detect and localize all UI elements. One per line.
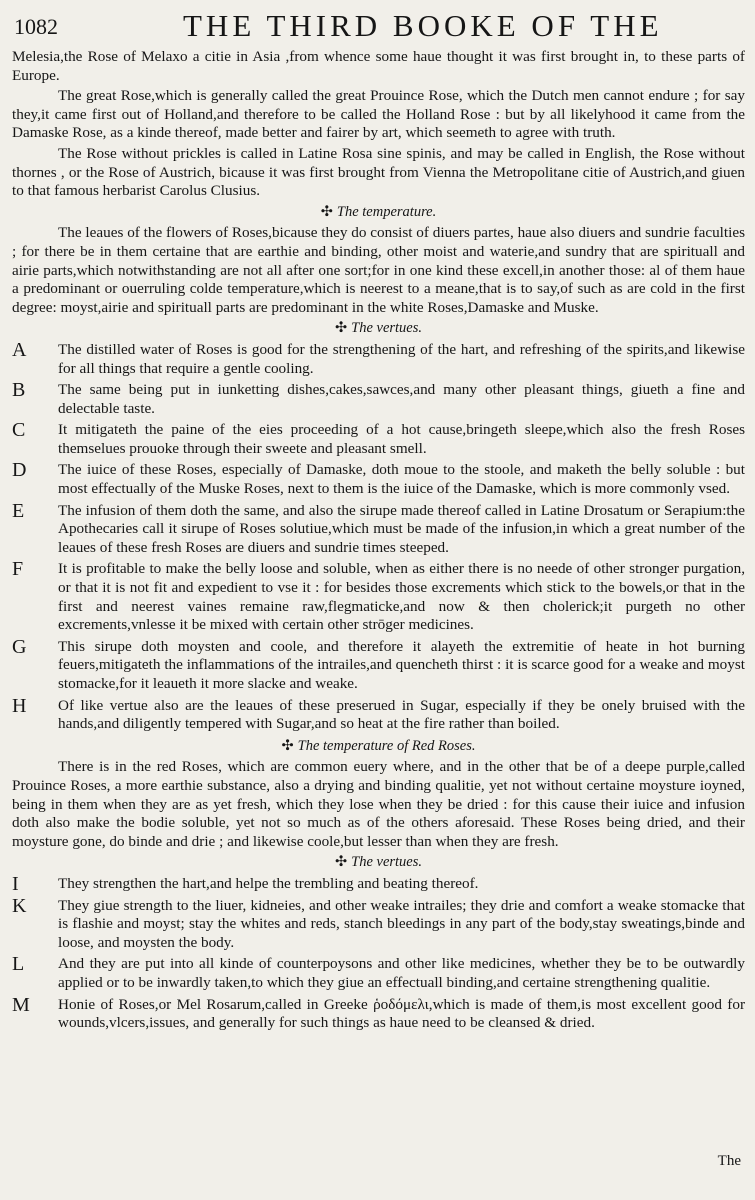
- vertue-item: [12, 694, 745, 734]
- item-letter: K: [12, 894, 27, 917]
- item-letter: A: [12, 338, 27, 361]
- vertue-item: [12, 499, 745, 558]
- item-text: This sirupe doth moysten and coole, and therefore it alayeth the extremitie of heate in hot burning feuers,mitigateth the inflammations of the intrailes,and quencheth thirst : it is scarce good for a weake and moyst stomacke,for it leaueth it more slacke and weake.: [58, 637, 745, 692]
- vertue-item: [12, 461, 745, 498]
- running-head: THE THIRD BOOKE OF THE: [183, 8, 663, 43]
- item-text: It is profitable to make the belly loose and soluble, when as either there is no neede of other stronger purgation, or that it is not fit and expedient to vse it : for besides those excrements which stick to the bowels,or that in the first and neerest vaines remaine raw,flegmaticke,and now & then cholerick;it purgeth no other excrements,vnlesse it be mixed with certain other strōger medicines.: [58, 560, 745, 634]
- paragraph: The Rose without prickles is called in Latine Rosa sine spinis, and may be called in English, the Rose without thornes , or the Rose of Austrich, bicause it was first brought from Vienna the Metropolitane citie of Austrich,and giuen to that famous herbarist Carolus Clusius.: [12, 144, 745, 200]
- vertue-item: [12, 338, 745, 378]
- item-text: The infusion of them doth the same, and also the sirupe made thereof called in Latine Drosatum or Serapium:the Apothecaries call it sirupe of Roses solutiue,which must be made of the infusion,in which a great number of the leaues of these fresh Roses are diuers and sundrie times steeped.: [58, 501, 745, 556]
- fleuron-icon: ✣: [334, 854, 348, 871]
- catchword: The: [717, 1153, 741, 1169]
- item-text: They giue strength to the liuer, kidneies, and other weake intrailes; they drie and comfort a weake stomacke that is flashie and moyst; stay the whites and reds, stanch bleedings in any part of the body,stay sweatings,binde and loose, and moysten the body.: [58, 896, 745, 951]
- item-letter: L: [12, 953, 25, 976]
- vertue-item: [12, 894, 745, 953]
- item-text: Of like vertue also are the leaues of these preserued in Sugar, especially if they be onely bruised with the hands,and diligently tempered with Sugar,and so heat at the fire rather than boiled.: [58, 696, 745, 733]
- item-letter: F: [12, 558, 24, 581]
- heading-text: The temperature of Red Roses.: [297, 737, 476, 754]
- item-letter: D: [12, 459, 27, 482]
- item-letter: E: [12, 499, 25, 522]
- fleuron-icon: ✣: [281, 737, 294, 754]
- section-heading-temperature-red: [12, 737, 745, 756]
- item-text: The same being put in iunketting dishes,cakes,sawces,and many other pleasant things, giueth a fine and delectable taste.: [58, 381, 745, 417]
- item-letter: C: [12, 419, 26, 442]
- section-heading-vertues: [12, 319, 745, 338]
- page-number: 1082: [14, 14, 58, 39]
- vertue-item: [12, 560, 745, 634]
- vertue-item: [12, 381, 745, 418]
- fleuron-icon: ✣: [320, 203, 333, 220]
- paragraph: The leaues of the flowers of Roses,bicause they do consist of diuers partes, haue also diuers and sundrie faculties ; for there be in them certaine that are earthie and binding, other moist and waterie,and sundry that are spirituall and airie parts,which notwithstanding are not all after one sort;for in one kind these excell,in another those: al of them haue a predominant or ouerruling colde temperature,which is neerest to a meane,that is to say,of such as are cold in the first degree: moyst,airie and spirituall parts are predominant in the white Roses,Damaske and Muske.: [12, 224, 745, 316]
- item-text: The iuice of these Roses, especially of Damaske, doth moue to the stoole, and maketh the belly soluble : but most effectually of the Muske Roses, next to them is the iuice of the Damaske, which is more commonly vsed.: [58, 461, 745, 498]
- section-heading-vertues: [12, 853, 745, 872]
- vertue-item: [12, 872, 745, 895]
- heading-text: The vertues.: [351, 320, 423, 337]
- item-letter: G: [12, 635, 27, 658]
- item-text: And they are put into all kinde of counterpoysons and other like medicines, whether they be to be outwardly applied or to be inwardly taken,to which they giue an effectuall binding,and certaine strengthening qualitie.: [58, 955, 745, 991]
- paragraph: The great Rose,which is generally called the great Prouince Rose, which the Dutch men cannot endure ; for say they,it came first out of Holland,and therefore to be called the Holland Rose : but by all likelyhood it came from the Damaske Rose, as a kinde thereof, made better and fairer by art, which seemeth to agree with truth.: [12, 87, 745, 142]
- page-header: [8, 8, 747, 44]
- vertue-item: [12, 421, 745, 458]
- heading-text: The temperature.: [336, 203, 437, 220]
- fleuron-icon: ✣: [334, 320, 348, 337]
- paragraph: There is in the red Roses, which are common euery where, and in the other that be of a deepe purple,called Prouince Roses, a more earthie substance, also a drying and binding qualitie, yet not without certaine moysture ioyned, being in them when they are as yet fresh, which they lose when they be dried : for this cause their iuice and infusion doth also make the bodie soluble, yet not so much as of the others aforesaid. These Roses being dried, and their moysture gone, do binde and drie ; and likewise coole,but lesser than when they are fresh.: [12, 758, 745, 850]
- item-letter: B: [12, 379, 26, 402]
- item-letter: H: [12, 694, 27, 717]
- item-text: The distilled water of Roses is good for the strengthening of the hart, and refreshing of the spirits,and likewise for all things that require a gentle cooling.: [58, 340, 745, 377]
- vertue-item: [12, 635, 745, 694]
- item-text: Honie of Roses,or Mel Rosarum,called in Greeke ῥοδόμελι,which is made of them,is most excellent good for wounds,vlcers,issues, and generally for such things as haue need to be cleansed & dried.: [58, 995, 745, 1032]
- vertue-item: [12, 955, 745, 992]
- paragraph: Melesia,the Rose of Melaxo a citie in Asia ,from whence some haue thought it was first brought in, to these parts of Europe.: [12, 48, 745, 84]
- vertue-item: [12, 993, 745, 1033]
- item-letter: I: [12, 872, 19, 895]
- heading-text: The vertues.: [351, 854, 423, 871]
- text-body: [12, 48, 745, 1200]
- item-text: They strengthen the hart,and helpe the trembling and beating thereof.: [58, 874, 479, 892]
- section-heading-temperature: [12, 203, 745, 222]
- item-letter: M: [12, 993, 30, 1016]
- item-text: It mitigateth the paine of the eies proceeding of a hot cause,bringeth sleepe,which also the fresh Roses themselues prouoke through their sweete and pleasant smell.: [58, 421, 745, 457]
